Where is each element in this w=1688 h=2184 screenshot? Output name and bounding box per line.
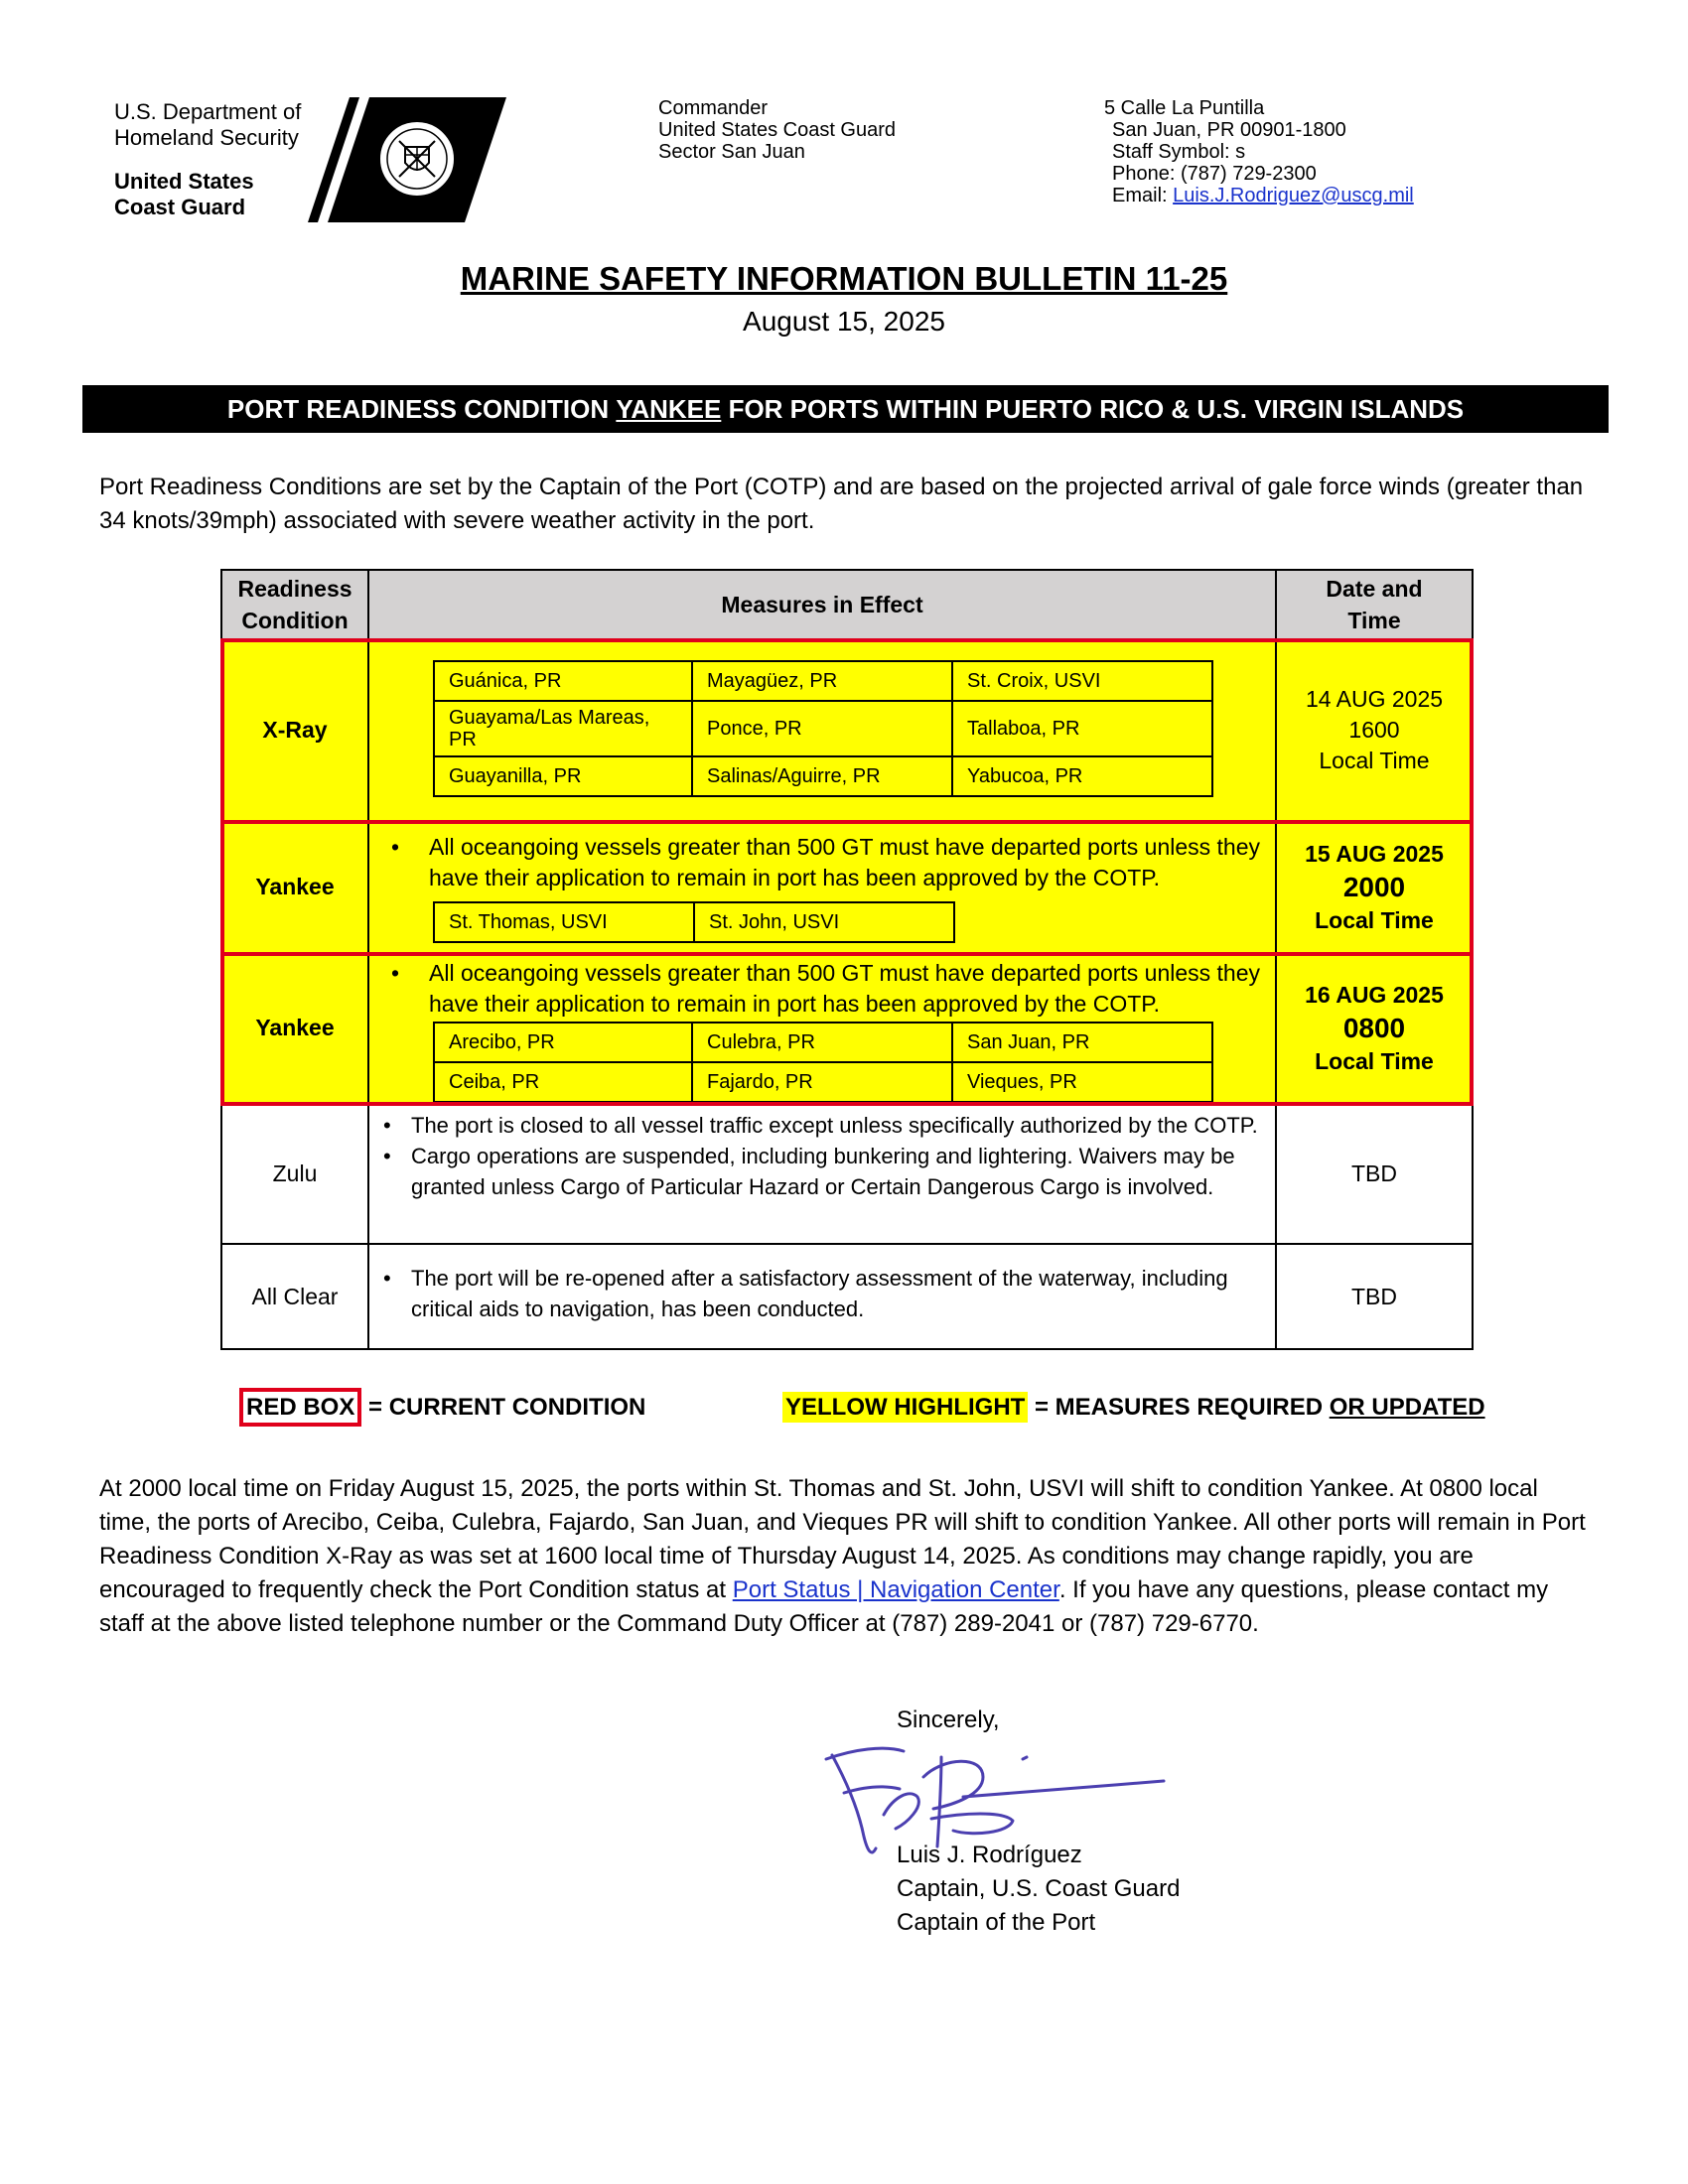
header-measures: Measures in Effect bbox=[369, 571, 1277, 640]
port-cell: Vieques, PR bbox=[952, 1062, 1212, 1102]
yankee-usvi-port-list bbox=[433, 901, 955, 943]
bullet-item: • The port will be re-opened after a satisfactory assessment of the waterway, including critical aids to navigation, has been conducted. bbox=[383, 1266, 1228, 1321]
measures-all-clear bbox=[369, 1245, 1277, 1348]
signer-role: Captain of the Port bbox=[897, 1909, 1096, 1936]
xray-port-list bbox=[433, 660, 1213, 797]
port-cell: St. Croix, USVI bbox=[952, 661, 1212, 701]
bullet-item: • Cargo operations are suspended, including bunkering and lightering. Waivers may be granted unless Cargo of Particular Hazard or Certain Dangerous Cargo is involved. bbox=[383, 1144, 1235, 1199]
signer-rank: Captain, U.S. Coast Guard bbox=[897, 1875, 1181, 1902]
bullet-item: • The port is closed to all vessel traffic except unless specifically authorized by the COTP. bbox=[383, 1113, 1258, 1138]
sector-address: Commander United States Coast Guard Sector San Juan bbox=[658, 97, 897, 163]
intro-paragraph: Port Readiness Conditions are set by the Captain of the Port (COTP) and are based on the projected arrival of gale force winds (greater than 34 knots/39mph) associated with severe weather activity in the port. bbox=[99, 474, 1584, 534]
port-cell: Tallaboa, PR bbox=[952, 701, 1212, 756]
contact-block: 5 Calle La Puntilla San Juan, PR 00901-1800 Staff Symbol: s Phone: (787) 729-2300 Email: Luis.J.Rodriguez@uscg.mil bbox=[1104, 97, 1414, 206]
datetime-zulu: TBD bbox=[1277, 1104, 1472, 1245]
measures-xray bbox=[369, 640, 1277, 822]
uscg-name: United States Coast Guard bbox=[114, 169, 254, 219]
salutation: Sincerely, bbox=[897, 1706, 1000, 1733]
legend-red-box: RED BOX = CURRENT CONDITION bbox=[239, 1394, 645, 1422]
condition-zulu: Zulu bbox=[222, 1104, 369, 1245]
measures-yankee-usvi bbox=[369, 822, 1277, 954]
bulletin-date: August 15, 2025 bbox=[743, 306, 945, 337]
dhs-name: U.S. Department of Homeland Security bbox=[114, 99, 302, 150]
port-cell: Guayanilla, PR bbox=[434, 756, 692, 796]
measures-yankee-pr bbox=[369, 954, 1277, 1104]
condition-all-clear: All Clear bbox=[222, 1245, 369, 1348]
port-cell: St. Thomas, USVI bbox=[434, 902, 694, 942]
readiness-table bbox=[220, 569, 1474, 1350]
uscg-logo-icon bbox=[308, 97, 506, 222]
port-status-link[interactable]: Port Status | Navigation Center bbox=[732, 1576, 1059, 1603]
port-cell: Ceiba, PR bbox=[434, 1062, 692, 1102]
port-cell: Salinas/Aguirre, PR bbox=[692, 756, 952, 796]
datetime-xray: 14 AUG 2025 1600 Local Time bbox=[1277, 640, 1472, 822]
email-link[interactable]: Luis.J.Rodriguez@uscg.mil bbox=[1173, 185, 1414, 206]
condition-yankee-usvi: Yankee bbox=[222, 822, 369, 954]
datetime-yankee-pr: 16 AUG 2025 0800 Local Time bbox=[1277, 954, 1472, 1104]
condition-yankee-pr: Yankee bbox=[222, 954, 369, 1104]
bullet-item: • All oceangoing vessels greater than 500 GT must have departed ports unless they have their application to remain in port has been approved by the COTP. bbox=[391, 960, 1261, 1017]
port-cell: Guánica, PR bbox=[434, 661, 692, 701]
port-cell: Mayagüez, PR bbox=[692, 661, 952, 701]
port-cell: St. John, USVI bbox=[694, 902, 954, 942]
signer-name: Luis J. Rodríguez bbox=[897, 1842, 1082, 1868]
bulletin-title: MARINE SAFETY INFORMATION BULLETIN 11-25 bbox=[460, 260, 1228, 297]
condition-xray: X-Ray bbox=[222, 640, 369, 822]
datetime-all-clear: TBD bbox=[1351, 1283, 1397, 1309]
header-condition: Readiness Condition bbox=[222, 571, 369, 640]
yankee-pr-port-list bbox=[433, 1022, 1213, 1103]
measures-zulu bbox=[369, 1104, 1277, 1245]
legend-yellow-highlight: YELLOW HIGHLIGHT = MEASURES REQUIRED OR UPDATED bbox=[782, 1394, 1485, 1422]
port-cell: San Juan, PR bbox=[952, 1023, 1212, 1062]
bullet-item: • All oceangoing vessels greater than 500 GT must have departed ports unless they have their application to remain in port has been approved by the COTP. bbox=[391, 834, 1261, 890]
port-cell: Fajardo, PR bbox=[692, 1062, 952, 1102]
port-cell: Guayama/Las Mareas, PR bbox=[434, 701, 692, 756]
datetime-yankee-usvi: 15 AUG 2025 2000 Local Time bbox=[1277, 822, 1472, 954]
port-cell: Arecibo, PR bbox=[434, 1023, 692, 1062]
body-paragraph: At 2000 local time on Friday August 15, 2025, the ports within St. Thomas and St. John, USVI will shift to condition Yankee. At 0800 local time, the ports of Arecibo, Ceiba, Culebra, Fajardo, San Juan, and Vieques PR will shift to condition Yankee. All other ports will remain in Port Readiness Condition X-Ray as was set at 1600 local time of Thursday August 14, 2025. As conditions may change rapidly, you are encouraged to frequently check the Port Condition status at Port Status | Navigation Center. If you have any questions, please contact my staff at the above listed telephone number or the Command Duty Officer at (787) 289-2041 or (787) 729-6770. bbox=[99, 1475, 1586, 1637]
port-cell: Yabucoa, PR bbox=[952, 756, 1212, 796]
header-datetime: Date and Time bbox=[1277, 571, 1472, 640]
condition-banner: PORT READINESS CONDITION YANKEE FOR PORTS WITHIN PUERTO RICO & U.S. VIRGIN ISLANDS bbox=[82, 385, 1609, 433]
port-cell: Ponce, PR bbox=[692, 701, 952, 756]
port-cell: Culebra, PR bbox=[692, 1023, 952, 1062]
